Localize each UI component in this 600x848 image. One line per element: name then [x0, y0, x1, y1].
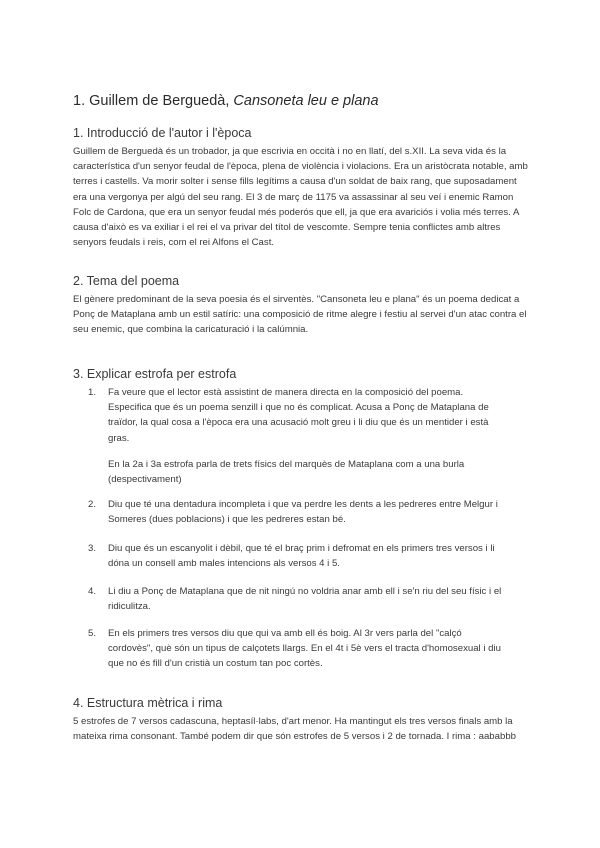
strophe-number: 5. — [88, 628, 97, 639]
strophe-number: 2. — [88, 499, 97, 510]
section-heading-theme: 2. Tema del poema — [73, 274, 180, 288]
section-text-intro: Guillem de Berguedà és un trobador, ja que escrivia en occità i no en llatí, del s.XII. La seva vida és la característica d'un senyor feudal de l'època, plena de violència i violacions. Era un aristòcrata notable, amb terres i castells. Va morir solter i sense fills legítims a causa d'un soldat de baix rang, que suposadament era una vergonya per algú del seu rang. El 3 de març de 1175 va assassinar al seu veí i enemic Ramon Folc de Cardona, que era un senyor feudal més poderós que ell, ja que era avariciós i volia més terres. A causa d'això es va exiliar i el rei el va privar del títol de vescomte. Sempre tenia conflictes amb altres senyors feudals i reis, com el rei Alfons el Cast. — [73, 146, 528, 249]
section-heading-intro: 1. Introducció de l'autor i l'època — [73, 126, 252, 140]
section-text-metrics: 5 estrofes de 7 versos cadascuna, heptasíl·labs, d'art menor. Ha mantingut els tres versos finals amb la mateixa rima consonant. També podem dir que són estrofes de 5 versos i 2 de tornada. I rima : aababbb — [73, 716, 516, 743]
document-title — [73, 93, 379, 109]
strophe-text: Li diu a Ponç de Mataplana que de nit ningú no voldria anar amb ell i se'n riu del seu físic i el ridiculitza. — [108, 586, 502, 613]
strophe-number: 1. — [88, 387, 97, 398]
strophe-note: En la 2a i 3a estrofa parla de trets físics del marquès de Mataplana com a una burla (despectivament) — [108, 459, 465, 486]
strophe-text: Diu que té una dentadura incompleta i que va perdre les dents a les pedreres entre Melgur i Someres (dues poblacions) i que les pedreres estan bé. — [108, 499, 498, 526]
section-text-theme: El gènere predominant de la seva poesia és el sirventès. "Cansoneta leu e plana" és un poema dedicat a Ponç de Mataplana amb un estil satíric: una composició de ritme alegre i festiu al servei d'un atac contra el seu enemic, que combina la caricaturació i la calúmnia. — [73, 294, 527, 336]
title-prefix: 1. Guillem de Berguedà, — [73, 93, 234, 109]
strophe-text: Diu que és un escanyolit i dèbil, que té el braç prim i defromat en els primers tres versos i li dóna un consell amb males intencions als versos 4 i 5. — [108, 543, 495, 570]
section-heading-metrics: 4. Estructura mètrica i rima — [73, 696, 223, 710]
strophe-text: Fa veure que el lector està assistint de manera directa en la composició del poema. Especifica que és un poema senzill i que no és complicat. Acusa a Ponç de Mataplana de traïdor, la qual cosa a l'època era una acusació molt greu i li diu que és un mentider i està gras. — [108, 387, 489, 444]
strophe-text: En els primers tres versos diu que qui va amb ell és boig. Al 3r vers parla del "calçó cordovès", què són un tipus de calçotets llargs. En el 4t i 5è vers el tracta d'homosexual i diu que no és fill d'un cristià un costum tan poc cortès. — [108, 628, 501, 670]
strophe-number: 3. — [88, 543, 97, 554]
section-heading-strophes: 3. Explicar estrofa per estrofa — [73, 367, 237, 381]
strophe-number: 4. — [88, 586, 97, 597]
title-work: Cansoneta leu e plana — [233, 93, 379, 109]
